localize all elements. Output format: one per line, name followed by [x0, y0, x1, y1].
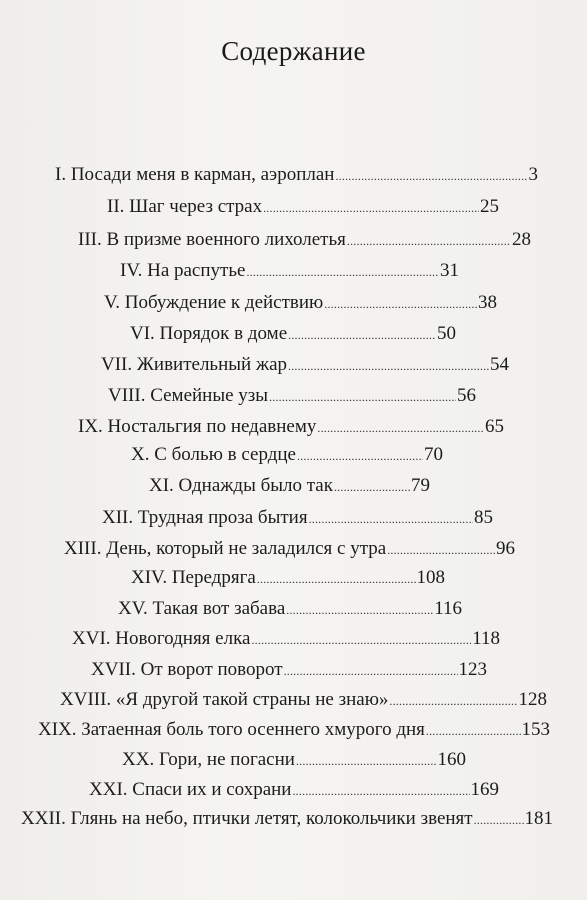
toc-entry	[78, 228, 531, 252]
toc-entry	[102, 506, 493, 530]
toc-leader-dots	[251, 628, 471, 652]
toc-entry-page: 25	[480, 196, 499, 217]
toc-entry-title: XI. Однажды было так	[149, 475, 333, 496]
toc-entry-title: VII. Живительный жар	[101, 354, 288, 375]
toc-entry-title: VIII. Семейные узы	[108, 385, 269, 406]
toc-entry	[21, 807, 553, 831]
toc-entry	[120, 259, 459, 283]
toc-entry	[104, 291, 497, 315]
toc-leader-dots	[297, 444, 423, 468]
toc-entry-title: III. В призме военного лихолетья	[78, 229, 346, 250]
toc-entry-title: XXI. Спаси их и сохрани	[89, 779, 292, 800]
toc-entry	[101, 353, 509, 377]
toc-entry-title: I. Посади меня в карман, аэроплан	[55, 164, 335, 185]
toc-entry-title: XVIII. «Я другой такой страны не знаю»	[60, 689, 389, 710]
toc-entry-page: 169	[470, 779, 499, 800]
toc-entry-page: 160	[437, 749, 466, 770]
toc-entry	[149, 474, 430, 498]
toc-leader-dots	[387, 538, 495, 562]
toc-entry	[78, 415, 504, 439]
toc-entry-title: XVII. От ворот поворот	[91, 659, 283, 680]
toc-entry-title: XIX. Затаенная боль того осеннего хмурого дня	[38, 719, 425, 740]
toc-entry-page: 3	[528, 164, 538, 185]
toc-entry	[108, 384, 476, 408]
toc-entry-page: 50	[437, 323, 456, 344]
toc-entry-title: XIV. Передряга	[131, 567, 256, 588]
toc-leader-dots	[288, 354, 489, 378]
toc-entry-page: 31	[440, 260, 459, 281]
toc-entry	[64, 537, 515, 561]
toc-entry-page: 123	[458, 659, 487, 680]
toc-entry-page: 118	[472, 628, 500, 649]
toc-leader-dots	[269, 385, 456, 409]
toc-leader-dots	[324, 292, 477, 316]
toc-entry	[131, 566, 445, 590]
toc-entry-title: IX. Ностальгия по недавнему	[78, 416, 317, 437]
toc-entry-title: II. Шаг через страх	[107, 196, 263, 217]
toc-entry-page: 56	[457, 385, 476, 406]
toc-leader-dots	[263, 196, 479, 220]
toc-entry-page: 65	[485, 416, 504, 437]
toc-leader-dots	[317, 416, 484, 440]
toc-entry-title: XXII. Глянь на небо, птички летят, колокольчики звенят	[21, 808, 473, 829]
toc-entry	[107, 195, 499, 219]
toc-entry	[38, 718, 550, 742]
toc-leader-dots	[296, 749, 437, 773]
toc-entry-title: X. С болью в сердце	[131, 444, 296, 465]
toc-entry-title: XII. Трудная проза бытия	[102, 507, 308, 528]
toc-entry-page: 70	[424, 444, 443, 465]
toc-entry-page: 153	[521, 719, 550, 740]
toc-leader-dots	[257, 567, 416, 591]
page-title: Содержание	[221, 36, 366, 66]
toc-leader-dots	[309, 507, 473, 531]
toc-entry-title: XV. Такая вот забава	[118, 598, 286, 619]
toc-entry	[60, 688, 547, 712]
toc-leader-dots	[474, 808, 524, 832]
toc-leader-dots	[284, 659, 458, 683]
toc-entry-title: IV. На распутье	[120, 260, 246, 281]
toc-entry	[122, 748, 466, 772]
toc-entry-page: 108	[416, 567, 445, 588]
toc-entry-page: 38	[478, 292, 497, 313]
toc-entry-page: 54	[490, 354, 509, 375]
toc-leader-dots	[334, 475, 410, 499]
toc-entry	[89, 778, 499, 802]
toc-entry	[131, 443, 443, 467]
toc-entry-title: XIII. День, который не заладился с утра	[64, 538, 387, 559]
toc-leader-dots	[286, 598, 433, 622]
toc-leader-dots	[335, 164, 527, 188]
toc-entry-page: 79	[411, 475, 430, 496]
toc-entry-page: 85	[474, 507, 493, 528]
toc-entry-title: V. Побуждение к действию	[104, 292, 324, 313]
toc-entry	[72, 627, 500, 651]
toc-entry-page: 116	[434, 598, 462, 619]
toc-leader-dots	[347, 229, 511, 253]
toc-entry	[130, 322, 456, 346]
toc-entry-page: 96	[496, 538, 515, 559]
toc-entry	[91, 658, 487, 682]
toc-leader-dots	[246, 260, 439, 284]
toc-entry-page: 181	[524, 808, 553, 829]
toc-leader-dots	[389, 689, 517, 713]
toc-entry-title: VI. Порядок в доме	[130, 323, 288, 344]
toc-leader-dots	[288, 323, 436, 347]
toc-entry-page: 28	[512, 229, 531, 250]
toc-leader-dots	[292, 779, 469, 803]
toc-entry-page: 128	[518, 689, 547, 710]
toc-entry	[55, 163, 538, 187]
toc-leader-dots	[426, 719, 521, 743]
toc-entry	[118, 597, 462, 621]
toc-entry-title: XX. Гори, не погасни	[122, 749, 295, 770]
toc-entry-title: XVI. Новогодняя елка	[72, 628, 251, 649]
